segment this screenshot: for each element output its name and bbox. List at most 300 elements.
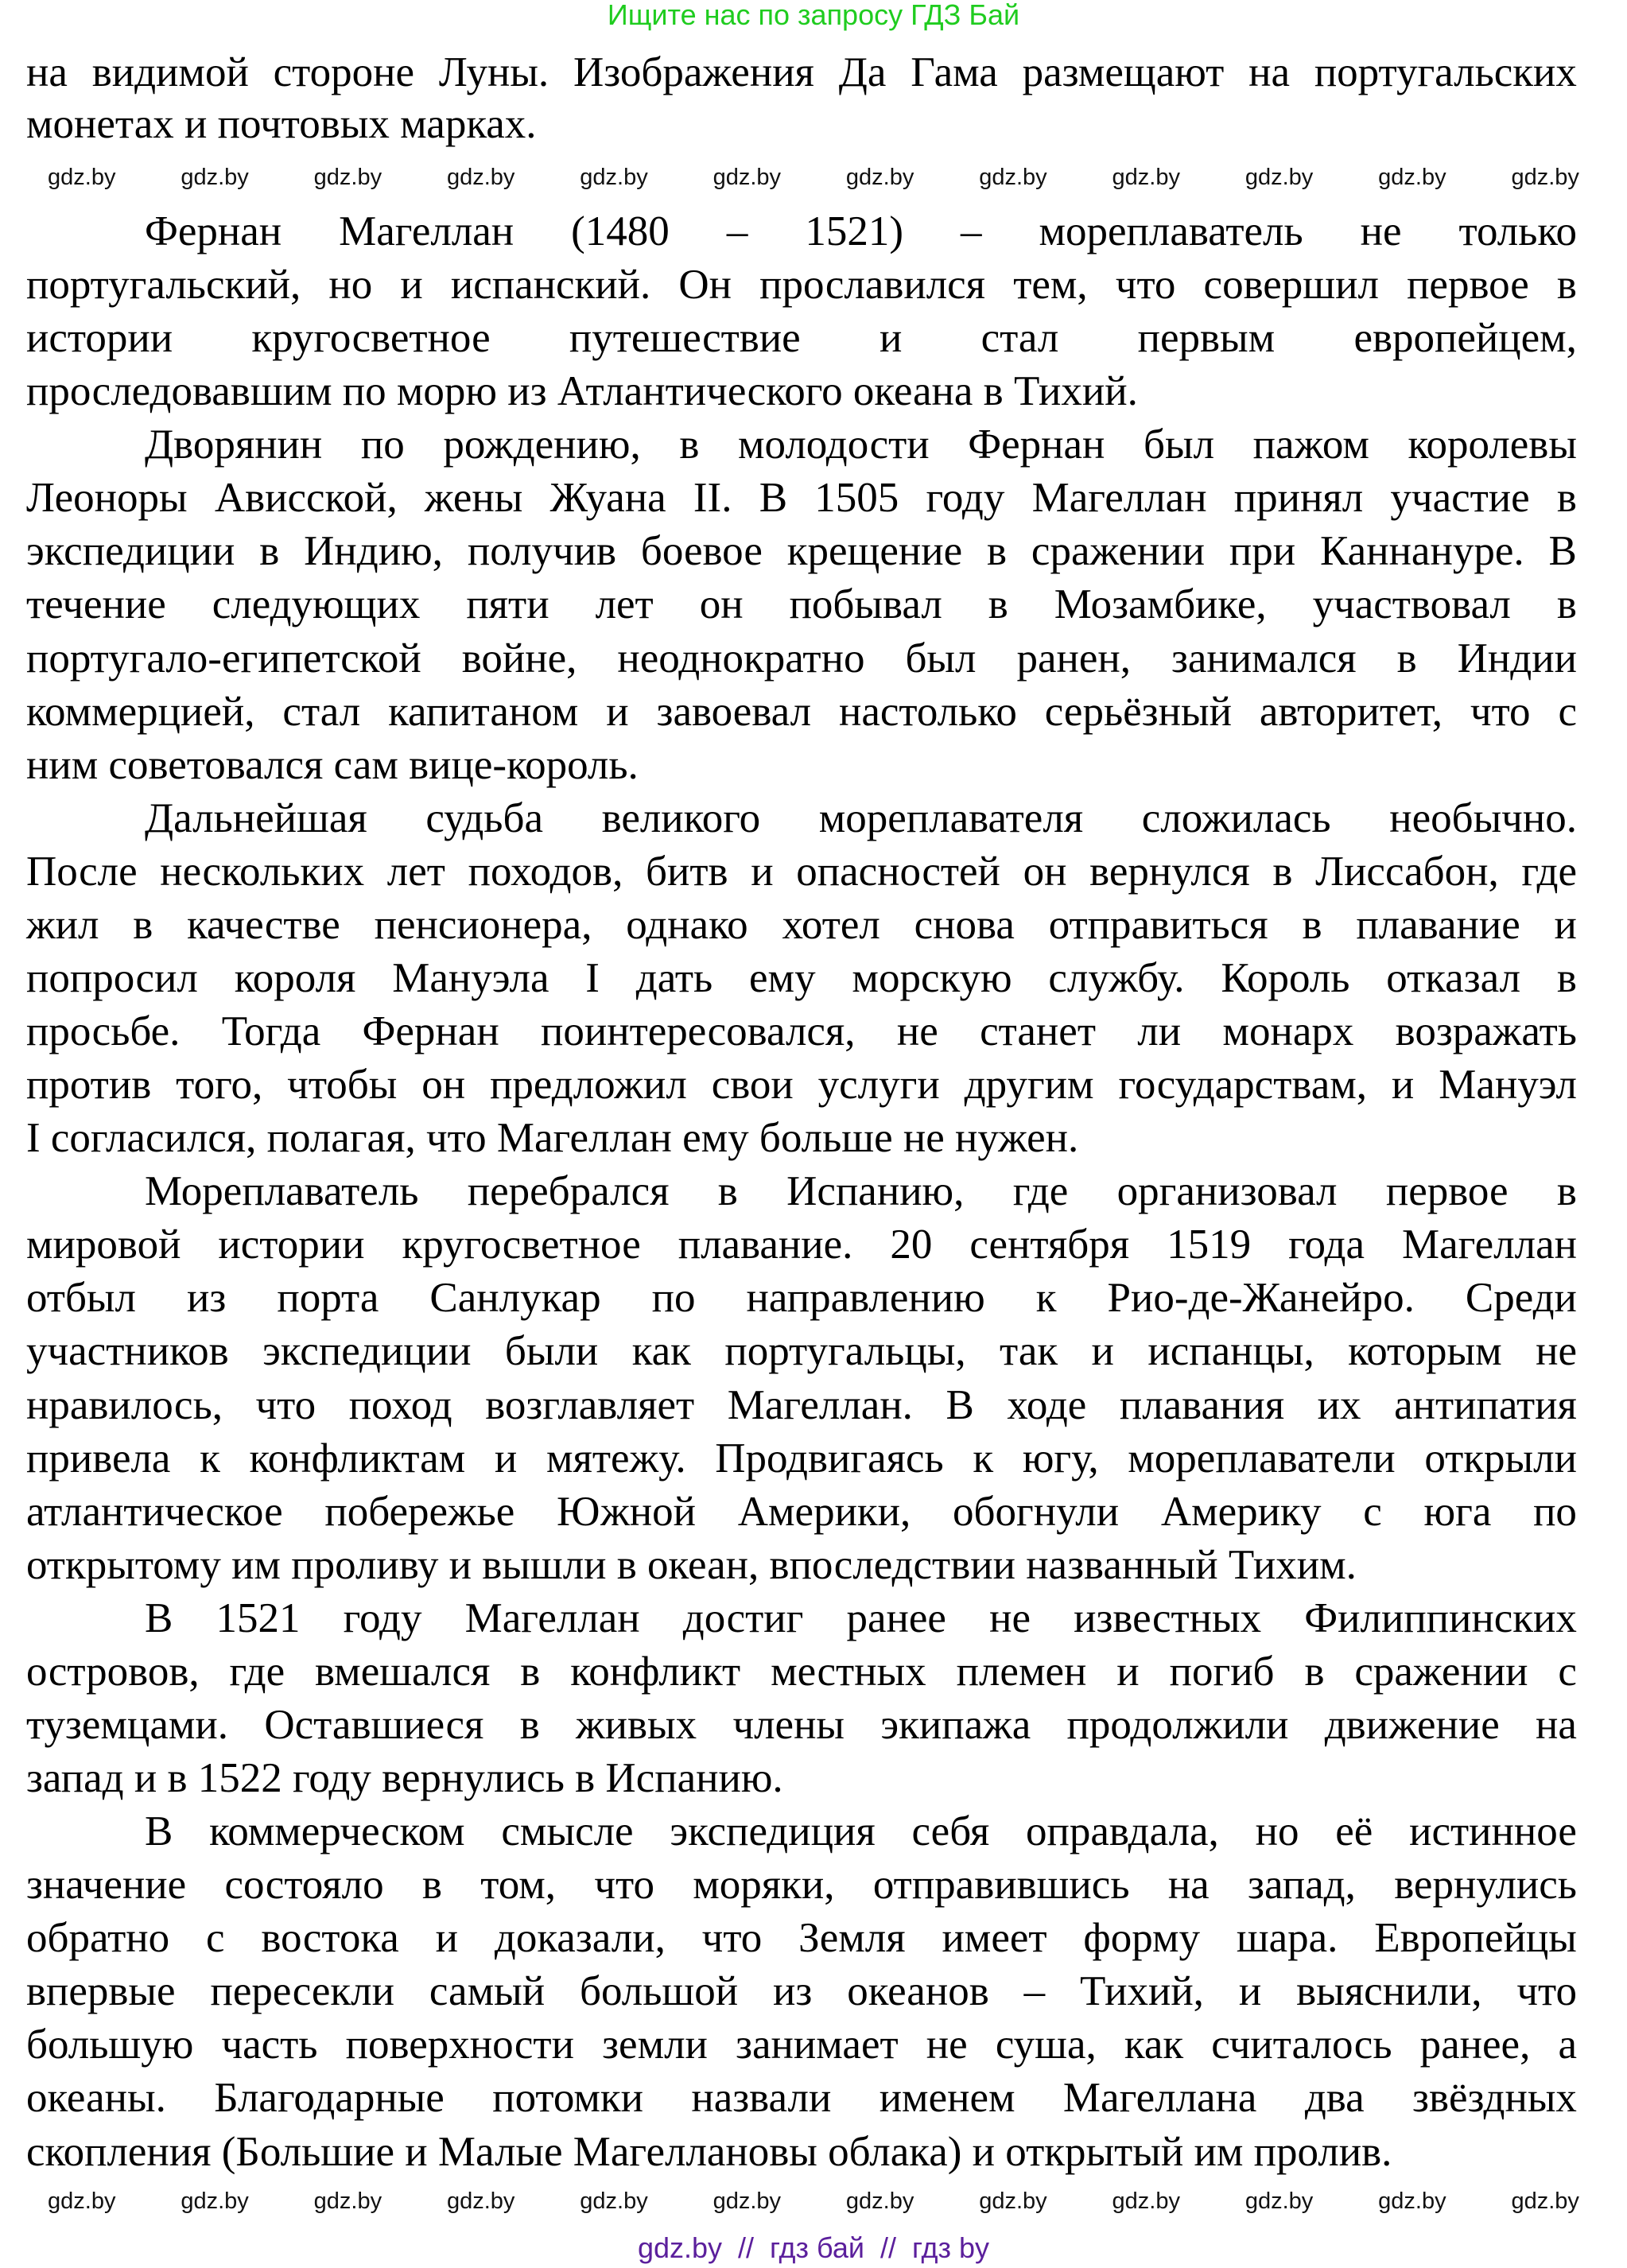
word: великого [601, 794, 761, 841]
word: против [26, 1062, 152, 1109]
word: отказал [1386, 954, 1521, 1001]
word: участвовал [1312, 581, 1511, 628]
word: настолько [839, 688, 1017, 735]
word: В [759, 475, 788, 522]
word: востока [261, 1915, 399, 1962]
word: конфликтам [249, 1435, 466, 1482]
word: не [926, 2021, 968, 2068]
word: рождению, [443, 421, 641, 468]
word: Изображения [573, 49, 814, 95]
word: (1480 [571, 208, 670, 254]
word: тем, [1013, 262, 1088, 309]
word: конфликт [570, 1648, 741, 1695]
word: В [145, 1594, 173, 1641]
word: с [206, 1915, 225, 1962]
word: в [679, 421, 700, 468]
word: однако [626, 901, 748, 948]
word: видимой [91, 49, 249, 95]
word: и [1554, 901, 1577, 948]
text-line [26, 1005, 1577, 1058]
word: сражении [1354, 1648, 1528, 1695]
word: серьёзный [1044, 688, 1232, 735]
watermark-text: gdz.by [181, 165, 249, 190]
word: I [585, 954, 600, 1001]
word: авторитет, [1259, 688, 1443, 735]
word: сложилась [1141, 794, 1331, 841]
watermark-text: gdz.by [446, 2188, 515, 2214]
word: что [1470, 688, 1531, 735]
word: не [896, 1008, 938, 1055]
word: в [1304, 1648, 1325, 1695]
word: Да [838, 49, 887, 95]
word: в [133, 901, 153, 948]
word: к [973, 1435, 994, 1482]
word: на [1167, 1862, 1210, 1909]
word: Жуана [549, 475, 666, 522]
word: года [1288, 1221, 1365, 1268]
word: по [1533, 1488, 1577, 1535]
word: ранее [846, 1594, 946, 1641]
text-line [26, 472, 1577, 525]
word: нравилось, [26, 1381, 223, 1428]
word: считалось [1211, 2021, 1392, 2068]
word: большую [26, 2021, 194, 2068]
text-line [26, 952, 1577, 1005]
word: лет [595, 581, 654, 628]
word: сражении [1031, 528, 1206, 575]
word: дать [635, 954, 713, 1001]
word: из [187, 1275, 227, 1322]
watermark-text: gdz.by [1378, 165, 1446, 190]
word: в [717, 1168, 738, 1215]
text-line [26, 632, 1577, 685]
word: шара. [1236, 1915, 1338, 1962]
word: поверхности [345, 2021, 574, 2068]
word: путешествие [569, 315, 801, 362]
word: Магеллан. [727, 1381, 913, 1428]
word: звёздных [1412, 2075, 1577, 2122]
word: как [1124, 2021, 1184, 2068]
word: где [1012, 1168, 1069, 1215]
word: течение [26, 581, 166, 628]
text-line [145, 205, 1577, 258]
text-line [145, 792, 1577, 845]
text-line: ним советовался сам вице-король. [26, 741, 639, 788]
word: в [1556, 262, 1577, 309]
watermark-text: gdz.by [580, 2188, 648, 2214]
word: где [229, 1648, 285, 1695]
word: коммерческом [209, 1808, 465, 1855]
word: того, [176, 1062, 263, 1109]
word: истории [218, 1221, 365, 1268]
word: но [328, 262, 373, 309]
watermark-text: gdz.by [1245, 165, 1314, 190]
word: назвали [691, 2075, 832, 2122]
text-line: запад и в 1522 году вернулись в Испанию. [26, 1755, 783, 1802]
word: мятежу. [546, 1435, 686, 1482]
word: члены [732, 1701, 845, 1748]
watermark-row [48, 165, 1579, 190]
word: и [1091, 1328, 1114, 1375]
word: короля [234, 954, 356, 1001]
word: крещение [786, 528, 963, 575]
watermark-text: gdz.by [845, 165, 914, 190]
text-line [26, 1699, 1577, 1752]
text-line [26, 1325, 1577, 1378]
word: экипажа [880, 1701, 1031, 1748]
word: Земля [798, 1915, 906, 1962]
text-line [26, 1218, 1577, 1272]
word: он [699, 581, 744, 628]
text-line [26, 312, 1577, 365]
word: завоевал [656, 688, 812, 735]
word: отправиться [1048, 901, 1268, 948]
word: и [606, 688, 629, 735]
word: достиг [682, 1594, 804, 1641]
word: походов, [468, 848, 623, 895]
word: антипатия [1394, 1381, 1577, 1428]
word: экспедиции [262, 1328, 472, 1375]
word: попросил [26, 954, 198, 1001]
word: юга [1423, 1488, 1492, 1535]
word: и [751, 848, 774, 895]
word: Фернан [362, 1008, 499, 1055]
word: не [1536, 1328, 1577, 1375]
word: как [631, 1328, 691, 1375]
word: мореплаватели [1128, 1435, 1396, 1482]
word: большой [580, 1968, 739, 2015]
word: Король [1221, 954, 1350, 1001]
word: не [989, 1594, 1031, 1641]
word: Магеллана [1062, 2075, 1257, 2122]
word: размещают [1022, 49, 1225, 95]
word: II. [693, 475, 732, 522]
word: выяснили, [1296, 1968, 1482, 2015]
word: но [1255, 1808, 1299, 1855]
watermark-row [48, 2188, 1579, 2214]
word: земли [602, 2021, 708, 2068]
word: кругосветное [251, 315, 491, 362]
text-line [26, 2018, 1577, 2072]
word: Благодарные [214, 2075, 445, 2122]
word: необычно. [1389, 794, 1577, 841]
word: в [519, 1701, 540, 1748]
word: на [1536, 1701, 1577, 1748]
word: и [400, 262, 423, 309]
word: государствам, [1118, 1062, 1368, 1109]
word: предложил [490, 1062, 687, 1109]
word: что [701, 1915, 763, 1962]
word: направлению [746, 1275, 985, 1322]
word: он [421, 1062, 466, 1109]
text-line [26, 1485, 1577, 1539]
word: океанов [847, 1968, 989, 2015]
word: Испанию, [786, 1168, 965, 1215]
word: вмешался [315, 1648, 491, 1695]
watermark-text: gdz.by [446, 165, 515, 190]
word: плавания [1119, 1381, 1285, 1428]
text-line [145, 1805, 1577, 1858]
word: местных [771, 1648, 926, 1695]
word: испанцы, [1147, 1328, 1314, 1375]
word: живых [576, 1701, 697, 1748]
text-line: скопления (Большие и Малые Магеллановы облака) и открытый им пролив. [26, 2128, 1392, 2175]
watermark-text: gdz.by [313, 2188, 382, 2214]
word: Индии [1457, 635, 1577, 682]
word: Тихий, [1080, 1968, 1204, 2015]
word: себя [911, 1808, 990, 1855]
word: службу. [1048, 954, 1185, 1001]
word: молодости [738, 421, 930, 468]
word: смысле [501, 1808, 634, 1855]
word: судьба [425, 794, 543, 841]
word: лет [386, 848, 445, 895]
word: побережье [324, 1488, 515, 1535]
word: в [1272, 848, 1293, 895]
word: португало-египетской [26, 635, 421, 682]
text-line [26, 1272, 1577, 1325]
word: получив [467, 528, 616, 575]
word: продолжили [1066, 1701, 1289, 1748]
watermark-text: gdz.by [713, 2188, 782, 2214]
watermark-text: gdz.by [1245, 2188, 1314, 2214]
word: участие [1390, 475, 1530, 522]
word: экспедиции [26, 528, 235, 575]
word: Рио-де-Жанейро. [1107, 1275, 1415, 1322]
word: участников [26, 1328, 229, 1375]
word: был [1144, 421, 1215, 468]
word: 1519 [1167, 1221, 1252, 1268]
word: югу, [1022, 1435, 1099, 1482]
watermark-text: gdz.by [1378, 2188, 1446, 2214]
word: не [1360, 208, 1402, 254]
word: Магеллан [464, 1594, 640, 1641]
word: хотел [782, 901, 880, 948]
word: имеет [942, 1915, 1047, 1962]
word: привела [26, 1435, 171, 1482]
word: Европейцы [1374, 1915, 1577, 1962]
word: неоднократно [617, 635, 865, 682]
word: Филиппинских [1304, 1594, 1577, 1641]
word: по [651, 1275, 696, 1322]
word: и [1391, 1062, 1415, 1109]
word: запад, [1248, 1862, 1356, 1909]
word: открыли [1424, 1435, 1577, 1482]
word: стороне [273, 49, 415, 95]
text-line [145, 1165, 1577, 1218]
word: моряки, [693, 1862, 835, 1909]
word: Фернан [968, 421, 1105, 468]
watermark-text: gdz.by [713, 165, 782, 190]
word: вернулся [1089, 848, 1250, 895]
word: занимался [1171, 635, 1357, 682]
word: Гама [911, 49, 998, 95]
text-line [26, 1912, 1577, 1965]
word: истинное [1409, 1808, 1577, 1855]
word: состояло [224, 1862, 384, 1909]
word: – [960, 208, 982, 254]
word: которым [1348, 1328, 1502, 1375]
word: и [494, 1435, 518, 1482]
word: в [520, 1648, 541, 1695]
word: Южной [557, 1488, 697, 1535]
word: порта [277, 1275, 379, 1322]
word: в [259, 528, 280, 575]
word: и [1238, 1968, 1262, 2015]
word: с [1363, 1488, 1382, 1535]
word: В [1548, 528, 1577, 575]
word: сентября [969, 1221, 1130, 1268]
word: боевое [640, 528, 763, 575]
word: обогнули [953, 1488, 1120, 1535]
word: войне, [461, 635, 577, 682]
word: что [255, 1381, 316, 1428]
word: португальцы, [724, 1328, 966, 1375]
word: ему [749, 954, 816, 1001]
word: Мануэл [1439, 1062, 1577, 1109]
word: Леоноры [26, 475, 188, 522]
word: прославился [759, 262, 986, 309]
word: что [1115, 262, 1176, 309]
word: В [946, 1381, 974, 1428]
word: станет [980, 1008, 1096, 1055]
word: свои [711, 1062, 794, 1109]
watermark-text: gdz.by [1511, 2188, 1579, 2214]
word: году [343, 1594, 422, 1641]
word: капитаном [388, 688, 579, 735]
word: был [905, 635, 977, 682]
word: их [1317, 1381, 1361, 1428]
word: Мореплаватель [145, 1168, 419, 1215]
word: с [1558, 688, 1577, 735]
word: морскую [852, 954, 1012, 1001]
text-line [26, 899, 1577, 952]
word: Ависской, [214, 475, 398, 522]
word: первое [1407, 262, 1529, 309]
word: именем [879, 2075, 1015, 2122]
word: опасностей [796, 848, 1000, 895]
word: отправившись [872, 1862, 1130, 1909]
word: ранее, [1419, 2021, 1531, 2068]
word: отбыл [26, 1275, 136, 1322]
text-line [26, 525, 1577, 578]
watermark-text: gdz.by [48, 2188, 116, 2214]
text-line: проследовавшим по морю из Атлантического океана в Тихий. [26, 368, 1138, 415]
watermark-text: gdz.by [979, 2188, 1047, 2214]
word: а [1558, 2021, 1577, 2068]
word: обратно [26, 1915, 170, 1962]
word: Он [678, 262, 732, 309]
word: Дальнейшая [145, 794, 367, 841]
word: движение [1324, 1701, 1500, 1748]
word: он [1023, 848, 1067, 895]
word: пенсионера, [374, 901, 592, 948]
word: – [726, 208, 748, 254]
word: вернулись [1394, 1862, 1577, 1909]
word: чтобы [287, 1062, 398, 1109]
word: Среди [1465, 1275, 1577, 1322]
word: пяти [466, 581, 549, 628]
watermark-text: gdz.by [979, 165, 1047, 190]
text-line: открытому им проливу и вышли в океан, впоследствии названный Тихим. [26, 1541, 1357, 1588]
watermark-text: gdz.by [313, 165, 382, 190]
word: известных [1074, 1594, 1262, 1641]
word: испанский. [450, 262, 651, 309]
watermark-text: gdz.by [1511, 165, 1579, 190]
word: поинтересовался, [541, 1008, 856, 1055]
word: 1505 [814, 475, 899, 522]
word: где [1521, 848, 1577, 895]
word: совершил [1203, 262, 1379, 309]
word: битв [646, 848, 728, 895]
word: потомки [492, 2075, 643, 2122]
text-line [26, 1379, 1577, 1432]
word: что [1516, 1968, 1577, 2015]
site-footer-link[interactable]: gdz.by // гдз бай // гдз by [637, 2231, 990, 2264]
text-line [26, 2072, 1577, 2125]
word: первым [1137, 315, 1276, 362]
word: и [435, 1915, 459, 1962]
word: году [926, 475, 1005, 522]
word: плавание. [678, 1221, 853, 1268]
search-hint-header: Ищите нас по запросу ГДЗ Бай [607, 0, 1020, 31]
text-line [26, 685, 1577, 739]
word: возглавляет [485, 1381, 695, 1428]
text-line: монетах и почтовых марках. [26, 101, 537, 147]
word: океаны. [26, 2075, 166, 2122]
word: Магеллан [339, 208, 515, 254]
watermark-text: gdz.by [845, 2188, 914, 2214]
text-line [26, 1058, 1577, 1112]
word: истории [26, 315, 173, 362]
word: португальский, [26, 262, 301, 309]
text-line [26, 1858, 1577, 1912]
word: в [1396, 635, 1417, 682]
word: ли [1137, 1008, 1182, 1055]
word: пересекли [210, 1968, 394, 2015]
text-line [26, 1965, 1577, 2018]
word: суша, [995, 2021, 1097, 2068]
word: атлантическое [26, 1488, 283, 1535]
word: Лиссабон, [1315, 848, 1499, 895]
word: на [26, 49, 68, 95]
word: в [421, 1862, 442, 1909]
word: Луны. [438, 49, 549, 95]
word: в [1302, 901, 1322, 948]
word: мореплавателя [818, 794, 1084, 841]
word: Санлукар [429, 1275, 601, 1322]
word: жены [424, 475, 523, 522]
word: В [145, 1808, 173, 1855]
word: её [1335, 1808, 1373, 1855]
word: туземцами. [26, 1701, 229, 1748]
word: Продвигаясь [715, 1435, 944, 1482]
word: европейцем, [1353, 315, 1577, 362]
word: оправдала, [1026, 1808, 1219, 1855]
word: Тогда [221, 1008, 321, 1055]
word: самый [429, 1968, 546, 2015]
word: по [360, 421, 405, 468]
word: к [200, 1435, 220, 1482]
word: 1521 [216, 1594, 301, 1641]
word: качестве [187, 901, 340, 948]
word: 1521) [805, 208, 903, 254]
word: пажом [1252, 421, 1369, 468]
word: племен [956, 1648, 1087, 1695]
word: услуги [817, 1062, 940, 1109]
word: Америки, [737, 1488, 911, 1535]
text-line [26, 258, 1577, 312]
